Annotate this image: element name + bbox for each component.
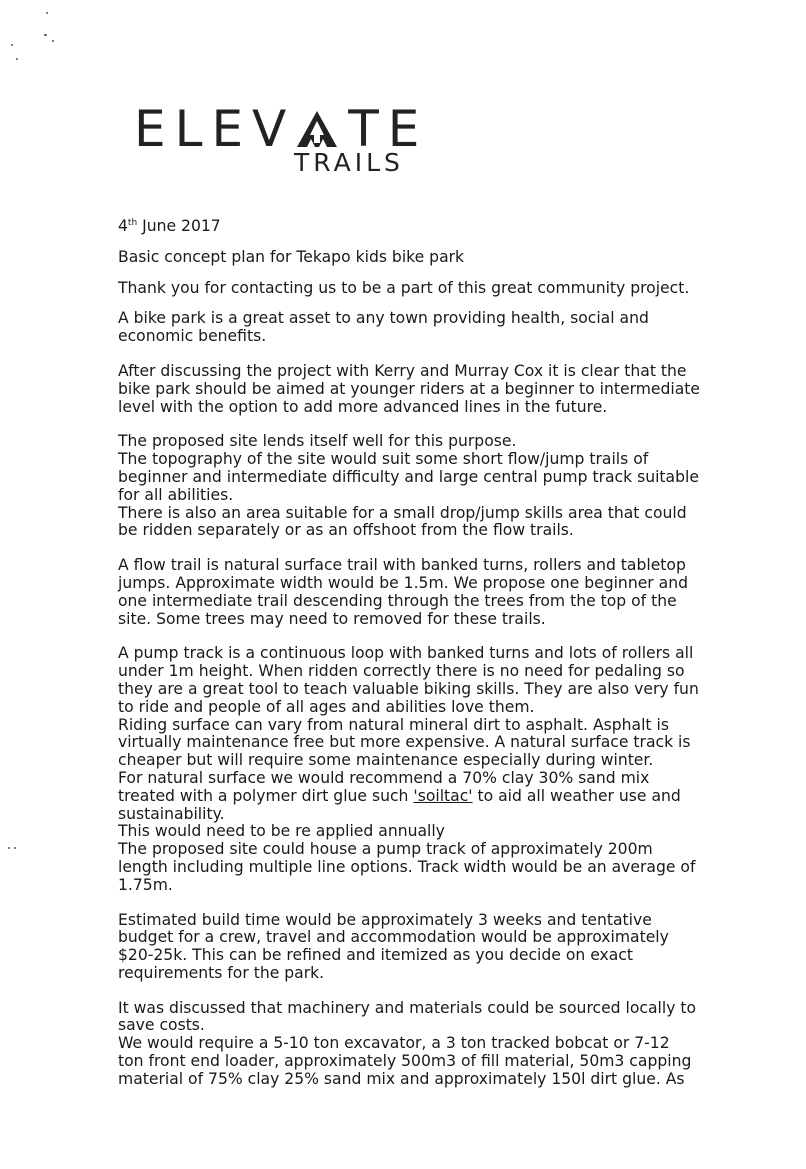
soiltac-product-link: 'soiltac' [413,786,473,805]
scan-speck [52,40,54,42]
text-line: to ride and people of all ages and abilities love them. [118,697,535,716]
paragraph-discussion [118,363,718,416]
text-line: requirements for the park. [118,963,325,982]
scan-speck [8,847,10,849]
logo-text-post: TE [348,100,429,158]
paragraph-flow-trail [118,557,718,628]
text-line: The topography of the site would suit some short flow/jump trails of [118,450,649,469]
company-logo [134,98,429,180]
text-line: We would require a 5-10 ton excavator, a 3 ton tracked bobcat or 7-12 [118,1034,670,1053]
logo-subtitle: TRAILS [294,148,404,177]
text-line: Riding surface can vary from natural mineral dirt to asphalt. Asphalt is [118,715,669,734]
scan-speck [11,44,13,46]
text-line: A flow trail is natural surface trail with banked turns, rollers and tabletop [118,556,686,575]
text-line: A pump track is a continuous loop with banked turns and lots of rollers all [118,644,694,663]
text-line: jumps. Approximate width would be 1.5m. We propose one beginner and [118,573,689,592]
text-line: material of 75% clay 25% sand mix and approximately 150l dirt glue. As [118,1069,685,1088]
text-line: bike park should be aimed at younger riders at a beginner to intermediate [118,379,700,398]
letter-body [118,218,718,1089]
date-day: 4 [118,217,128,235]
text-line: beginner and intermediate difficulty and large central pump track suitable [118,467,699,486]
logo-text-pre: ELEV [134,100,296,158]
text-fragment: treated with a polymer dirt glue such [118,786,414,805]
text-line: Estimated build time would be approximately 3 weeks and tentative [118,910,652,929]
text-line: It was discussed that machinery and materials could be sourced locally to [118,998,697,1017]
text-line: they are a great tool to teach valuable biking skills. They are also very fun [118,679,699,698]
text-line: Thank you for contacting us to be a part of this great community project. [118,278,690,297]
text-line: under 1m height. When ridden correctly there is no need for pedaling so [118,662,685,681]
scan-speck [14,847,16,849]
scan-speck [46,12,48,14]
text-line: ton front end loader, approximately 500m3 of fill material, 50m3 capping [118,1052,692,1071]
text-line: For natural surface we would recommend a 70% clay 30% sand mix [118,768,650,787]
paragraph-benefits [118,310,718,346]
text-line: one intermediate trail descending through the trees from the top of the [118,591,677,610]
scan-speck [16,58,18,60]
text-line: virtually maintenance free but more expensive. A natural surface track is [118,733,691,752]
text-line: The proposed site lends itself well for this purpose. [118,432,517,451]
text-fragment: to aid all weather use and [472,786,681,805]
text-line: budget for a crew, travel and accommodation would be approximately [118,928,669,947]
date-suffix: th [127,217,138,228]
text-line: for all abilities. [118,485,234,504]
text-line: economic benefits. [118,327,267,346]
scan-speck [44,34,47,36]
paragraph-intro [118,280,718,298]
text-line: A bike park is a great asset to any town providing health, social and [118,309,649,328]
letter-date [118,218,718,236]
date-rest: June 2017 [137,217,221,235]
text-line: This would need to be re applied annually [118,822,445,841]
paragraph-site [118,433,718,540]
text-line: be ridden separately or as an offshoot from the flow trails. [118,521,574,540]
text-line: The proposed site could house a pump track of approximately 200m [118,840,653,859]
paragraph-materials [118,1000,718,1089]
paragraph-pump-track [118,645,718,894]
text-line: level with the option to add more advanced lines in the future. [118,397,608,416]
text-line: There is also an area suitable for a small drop/jump skills area that could [118,503,687,522]
text-line: After discussing the project with Kerry and Murray Cox it is clear that the [118,361,687,380]
letter-subject: Basic concept plan for Tekapo kids bike park [118,247,465,266]
text-line: 1.75m. [118,875,173,894]
text-line: save costs. [118,1016,205,1035]
paragraph-estimate [118,912,718,983]
text-line: cheaper but will require some maintenance especially during winter. [118,751,654,770]
text-line: site. Some trees may need to removed for these trails. [118,609,546,628]
text-line: sustainability. [118,804,225,823]
text-line-soiltac [118,788,718,806]
text-line: $20-25k. This can be refined and itemized as you decide on exact [118,946,633,965]
text-line: length including multiple line options. Track width would be an average of [118,857,696,876]
mountain-tree-icon [295,101,339,141]
